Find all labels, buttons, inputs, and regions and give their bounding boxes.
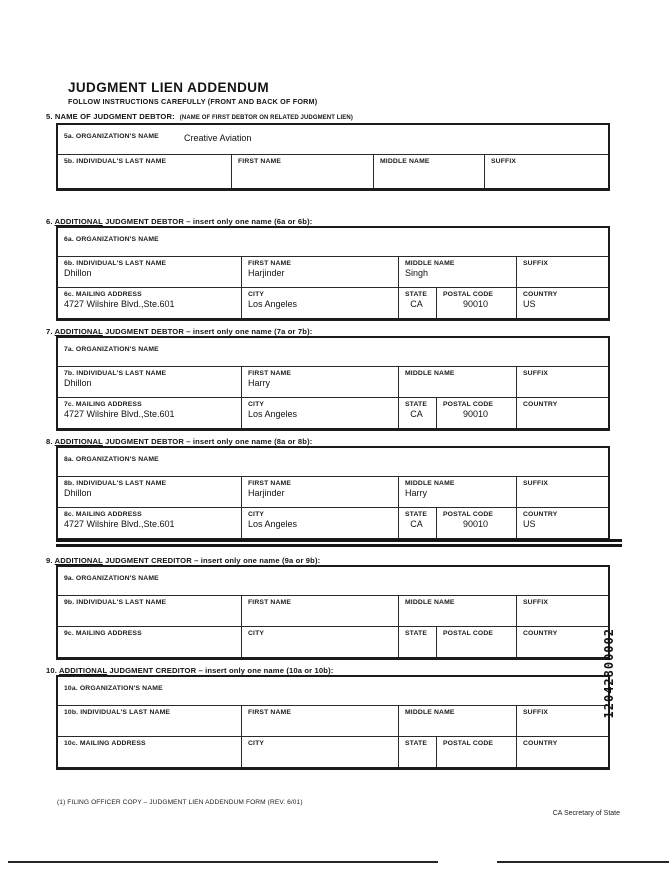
city-value [242, 637, 398, 638]
suffix-field [516, 367, 608, 397]
section6-heading-post: JUDGMENT DEBTOR – insert only one name (6a or 6b): [102, 217, 313, 226]
middle-name-field [398, 706, 516, 736]
state-label: STATE [405, 740, 428, 747]
state-value: CA [410, 299, 423, 309]
org-name-field [58, 567, 608, 595]
section7-heading [46, 327, 312, 336]
middle-name-label: MIDDLE NAME [405, 370, 455, 377]
mailing-address-value [58, 747, 241, 748]
document-title: JUDGMENT LIEN ADDENDUM [68, 80, 270, 95]
city-value [242, 747, 398, 748]
middle-name-value [374, 165, 484, 166]
middle-name-label: MIDDLE NAME [405, 260, 455, 267]
suffix-label: SUFFIX [523, 480, 549, 487]
suffix-label: SUFFIX [523, 370, 549, 377]
middle-name-value: Singh [405, 268, 429, 278]
country-field [516, 737, 608, 767]
middle-name-label: MIDDLE NAME [405, 599, 455, 606]
footer-copy-note: (1) FILING OFFICER COPY – JUDGMENT LIEN ADDENDUM FORM (REV. 6/01) [57, 799, 303, 806]
section7-heading-post: JUDGMENT DEBTOR – insert only one name (7a or 7b): [102, 327, 313, 336]
mailing-address-field [58, 737, 241, 767]
section6-heading-underline: ADDITIONAL [54, 217, 103, 226]
city-field [241, 398, 398, 428]
postal-code-label: POSTAL CODE [443, 740, 494, 747]
section7-org-row [58, 338, 608, 366]
suffix-value [517, 487, 608, 488]
last-name-field [58, 477, 241, 507]
last-name-value [58, 716, 241, 717]
postal-code-value [437, 747, 516, 748]
state-label: STATE [405, 401, 428, 408]
first-name-field [241, 596, 398, 626]
city-value: Los Angeles [248, 409, 298, 419]
middle-name-field [398, 257, 516, 287]
section6-box [56, 226, 610, 321]
last-name-value: Dhillon [64, 268, 92, 278]
document-subtitle: FOLLOW INSTRUCTIONS CAREFULLY (FRONT AND BACK OF FORM) [68, 97, 318, 106]
last-name-label: 6b. INDIVIDUAL'S LAST NAME [64, 260, 167, 267]
section8-org-row [58, 448, 608, 476]
postal-code-value: 90010 [462, 409, 489, 419]
footer-agency: CA Secretary of State [552, 810, 620, 817]
last-name-field [58, 155, 231, 188]
last-name-label: 8b. INDIVIDUAL'S LAST NAME [64, 480, 167, 487]
section6-heading [46, 217, 312, 226]
suffix-value [517, 716, 608, 717]
mailing-address-value: 4727 Wilshire Blvd.,Ste.601 [64, 409, 175, 419]
postal-code-label: POSTAL CODE [443, 511, 494, 518]
state-label: STATE [405, 630, 428, 637]
section7-heading-underline: ADDITIONAL [54, 327, 103, 336]
section5-org-row [58, 125, 608, 154]
country-label: COUNTRY [523, 401, 558, 408]
section6-org-row [58, 228, 608, 256]
mailing-address-field [58, 288, 241, 318]
section10-org-row [58, 677, 608, 705]
first-name-field [241, 257, 398, 287]
country-field [516, 627, 608, 657]
section10-heading-underline: ADDITIONAL [58, 666, 108, 675]
state-label: STATE [405, 291, 428, 298]
suffix-field [516, 257, 608, 287]
section7-heading-text: 7. [46, 327, 55, 336]
section7-address-row [58, 397, 608, 428]
section9-name-row [58, 595, 608, 626]
section10-heading [46, 666, 333, 675]
section8-heading-text: 8. [46, 437, 55, 446]
city-label: CITY [248, 740, 265, 747]
org-name-label: 7a. ORGANIZATION'S NAME [64, 346, 159, 353]
country-field [516, 288, 608, 318]
postal-code-value: 90010 [462, 519, 489, 529]
state-field [398, 737, 436, 767]
mailing-address-value [58, 637, 241, 638]
mailing-address-label: 7c. MAILING ADDRESS [64, 401, 142, 408]
first-name-value [232, 165, 373, 166]
postal-code-field [436, 288, 516, 318]
org-name-field [58, 448, 608, 476]
middle-name-field [398, 596, 516, 626]
middle-name-value: Harry [405, 488, 427, 498]
postal-code-label: POSTAL CODE [443, 630, 494, 637]
first-name-value: Harjinder [248, 488, 285, 498]
middle-name-label: MIDDLE NAME [380, 158, 430, 165]
org-name-label: 5a. ORGANIZATION'S NAME [64, 133, 159, 140]
last-name-value: Dhillon [64, 488, 92, 498]
middle-name-label: MIDDLE NAME [405, 480, 455, 487]
section9-box [56, 565, 610, 660]
suffix-field [516, 596, 608, 626]
suffix-field [516, 477, 608, 507]
postal-code-value: 90010 [462, 299, 489, 309]
first-name-value [242, 606, 398, 607]
state-field [398, 627, 436, 657]
mailing-address-label: 8c. MAILING ADDRESS [64, 511, 142, 518]
country-value [517, 408, 608, 409]
section10-box [56, 675, 610, 770]
city-value: Los Angeles [248, 519, 298, 529]
section8-heading-post: JUDGMENT DEBTOR – insert only one name (8a or 8b): [102, 437, 313, 446]
mailing-address-label: 9c. MAILING ADDRESS [64, 630, 142, 637]
state-value: CA [410, 519, 423, 529]
suffix-label: SUFFIX [523, 599, 549, 606]
city-label: CITY [248, 401, 265, 408]
last-name-field [58, 257, 241, 287]
org-name-label: 10a. ORGANIZATION'S NAME [64, 685, 163, 692]
section9-heading-post: JUDGMENT CREDITOR – insert only one name (9a or 9b): [102, 556, 321, 565]
first-name-value: Harry [248, 378, 270, 388]
middle-name-value [399, 377, 516, 378]
org-name-value: Creative Aviation [184, 133, 252, 143]
first-name-field [241, 706, 398, 736]
state-value [399, 637, 436, 638]
mailing-address-field [58, 627, 241, 657]
city-value: Los Angeles [248, 299, 298, 309]
state-label: STATE [405, 511, 428, 518]
last-name-value [58, 606, 241, 607]
state-field [398, 398, 436, 428]
section8-address-row [58, 507, 608, 538]
mailing-address-label: 10c. MAILING ADDRESS [64, 740, 146, 747]
org-name-label: 9a. ORGANIZATION'S NAME [64, 575, 159, 582]
country-field [516, 508, 608, 538]
first-name-label: FIRST NAME [248, 370, 292, 377]
bottom-rule-right [497, 861, 669, 863]
mailing-address-field [58, 508, 241, 538]
first-name-field [241, 367, 398, 397]
first-name-label: FIRST NAME [238, 158, 282, 165]
section9-org-row [58, 567, 608, 595]
bottom-rule-left [8, 861, 438, 863]
country-value: US [523, 299, 536, 309]
section5-heading-note: (NAME OF FIRST DEBTOR ON RELATED JUDGMENT LIEN) [179, 115, 353, 121]
country-value [517, 747, 608, 748]
divider-bar-top [56, 539, 622, 542]
city-label: CITY [248, 291, 265, 298]
postal-code-label: POSTAL CODE [443, 401, 494, 408]
first-name-value [242, 716, 398, 717]
section6-address-row [58, 287, 608, 318]
suffix-label: SUFFIX [523, 709, 549, 716]
org-name-field [58, 228, 608, 256]
first-name-label: FIRST NAME [248, 709, 292, 716]
last-name-label: 5b. INDIVIDUAL'S LAST NAME [64, 158, 167, 165]
city-label: CITY [248, 630, 265, 637]
middle-name-label: MIDDLE NAME [405, 709, 455, 716]
country-field [516, 398, 608, 428]
last-name-value: Dhillon [64, 378, 92, 388]
country-label: COUNTRY [523, 740, 558, 747]
city-field [241, 508, 398, 538]
mailing-address-label: 6c. MAILING ADDRESS [64, 291, 142, 298]
postal-code-label: POSTAL CODE [443, 291, 494, 298]
section7-box [56, 336, 610, 431]
first-name-label: FIRST NAME [248, 480, 292, 487]
middle-name-field [398, 477, 516, 507]
section9-heading [46, 556, 320, 565]
last-name-value [58, 165, 231, 166]
last-name-label: 10b. INDIVIDUAL'S LAST NAME [64, 709, 171, 716]
org-name-label: 6a. ORGANIZATION'S NAME [64, 236, 159, 243]
country-value [517, 637, 608, 638]
org-name-field [58, 338, 608, 366]
suffix-value [517, 267, 608, 268]
suffix-value [517, 377, 608, 378]
suffix-value [517, 606, 608, 607]
section9-heading-text: 9. [46, 556, 55, 565]
middle-name-field [373, 155, 484, 188]
city-label: CITY [248, 511, 265, 518]
section9-heading-underline: ADDITIONAL [54, 556, 103, 565]
section6-name-row [58, 256, 608, 287]
postal-code-value [437, 637, 516, 638]
country-label: COUNTRY [523, 511, 558, 518]
suffix-field [516, 706, 608, 736]
mailing-address-value: 4727 Wilshire Blvd.,Ste.601 [64, 299, 175, 309]
section10-heading-post: JUDGMENT CREDITOR – insert only one name (10a or 10b): [107, 666, 334, 675]
first-name-label: FIRST NAME [248, 260, 292, 267]
mailing-address-value: 4727 Wilshire Blvd.,Ste.601 [64, 519, 175, 529]
org-name-field [58, 677, 608, 705]
country-label: COUNTRY [523, 630, 558, 637]
country-value: US [523, 519, 536, 529]
debtor-creditor-divider [56, 539, 622, 549]
middle-name-field [398, 367, 516, 397]
city-field [241, 288, 398, 318]
section10-name-row [58, 705, 608, 736]
postal-code-field [436, 737, 516, 767]
middle-name-value [399, 716, 516, 717]
org-name-label: 8a. ORGANIZATION'S NAME [64, 456, 159, 463]
postal-code-field [436, 398, 516, 428]
city-field [241, 737, 398, 767]
section9-address-row [58, 626, 608, 657]
state-value: CA [410, 409, 423, 419]
filing-stamp-number: 12042800002 [602, 628, 616, 719]
section5-name-row [58, 154, 608, 188]
state-field [398, 508, 436, 538]
last-name-label: 9b. INDIVIDUAL'S LAST NAME [64, 599, 167, 606]
first-name-value: Harjinder [248, 268, 285, 278]
first-name-label: FIRST NAME [248, 599, 292, 606]
section5-box [56, 123, 610, 191]
postal-code-field [436, 508, 516, 538]
section10-heading-text: 10. [46, 666, 59, 675]
suffix-label: SUFFIX [491, 158, 517, 165]
section6-heading-text: 6. [46, 217, 55, 226]
section10-address-row [58, 736, 608, 767]
mailing-address-field [58, 398, 241, 428]
state-value [399, 747, 436, 748]
middle-name-value [399, 606, 516, 607]
first-name-field [241, 477, 398, 507]
section8-name-row [58, 476, 608, 507]
suffix-field [484, 155, 608, 188]
section8-heading [46, 437, 312, 446]
state-field [398, 288, 436, 318]
section7-name-row [58, 366, 608, 397]
country-label: COUNTRY [523, 291, 558, 298]
last-name-field [58, 367, 241, 397]
first-name-field [231, 155, 373, 188]
suffix-label: SUFFIX [523, 260, 549, 267]
suffix-value [485, 165, 608, 166]
last-name-field [58, 596, 241, 626]
city-field [241, 627, 398, 657]
last-name-field [58, 706, 241, 736]
org-name-field [58, 125, 608, 154]
section8-box [56, 446, 610, 541]
divider-bar-bottom [56, 544, 622, 547]
section5-heading [46, 112, 353, 121]
postal-code-field [436, 627, 516, 657]
section5-heading-text: 5. NAME OF JUDGMENT DEBTOR: [46, 112, 175, 121]
last-name-label: 7b. INDIVIDUAL'S LAST NAME [64, 370, 167, 377]
section8-heading-underline: ADDITIONAL [54, 437, 103, 446]
